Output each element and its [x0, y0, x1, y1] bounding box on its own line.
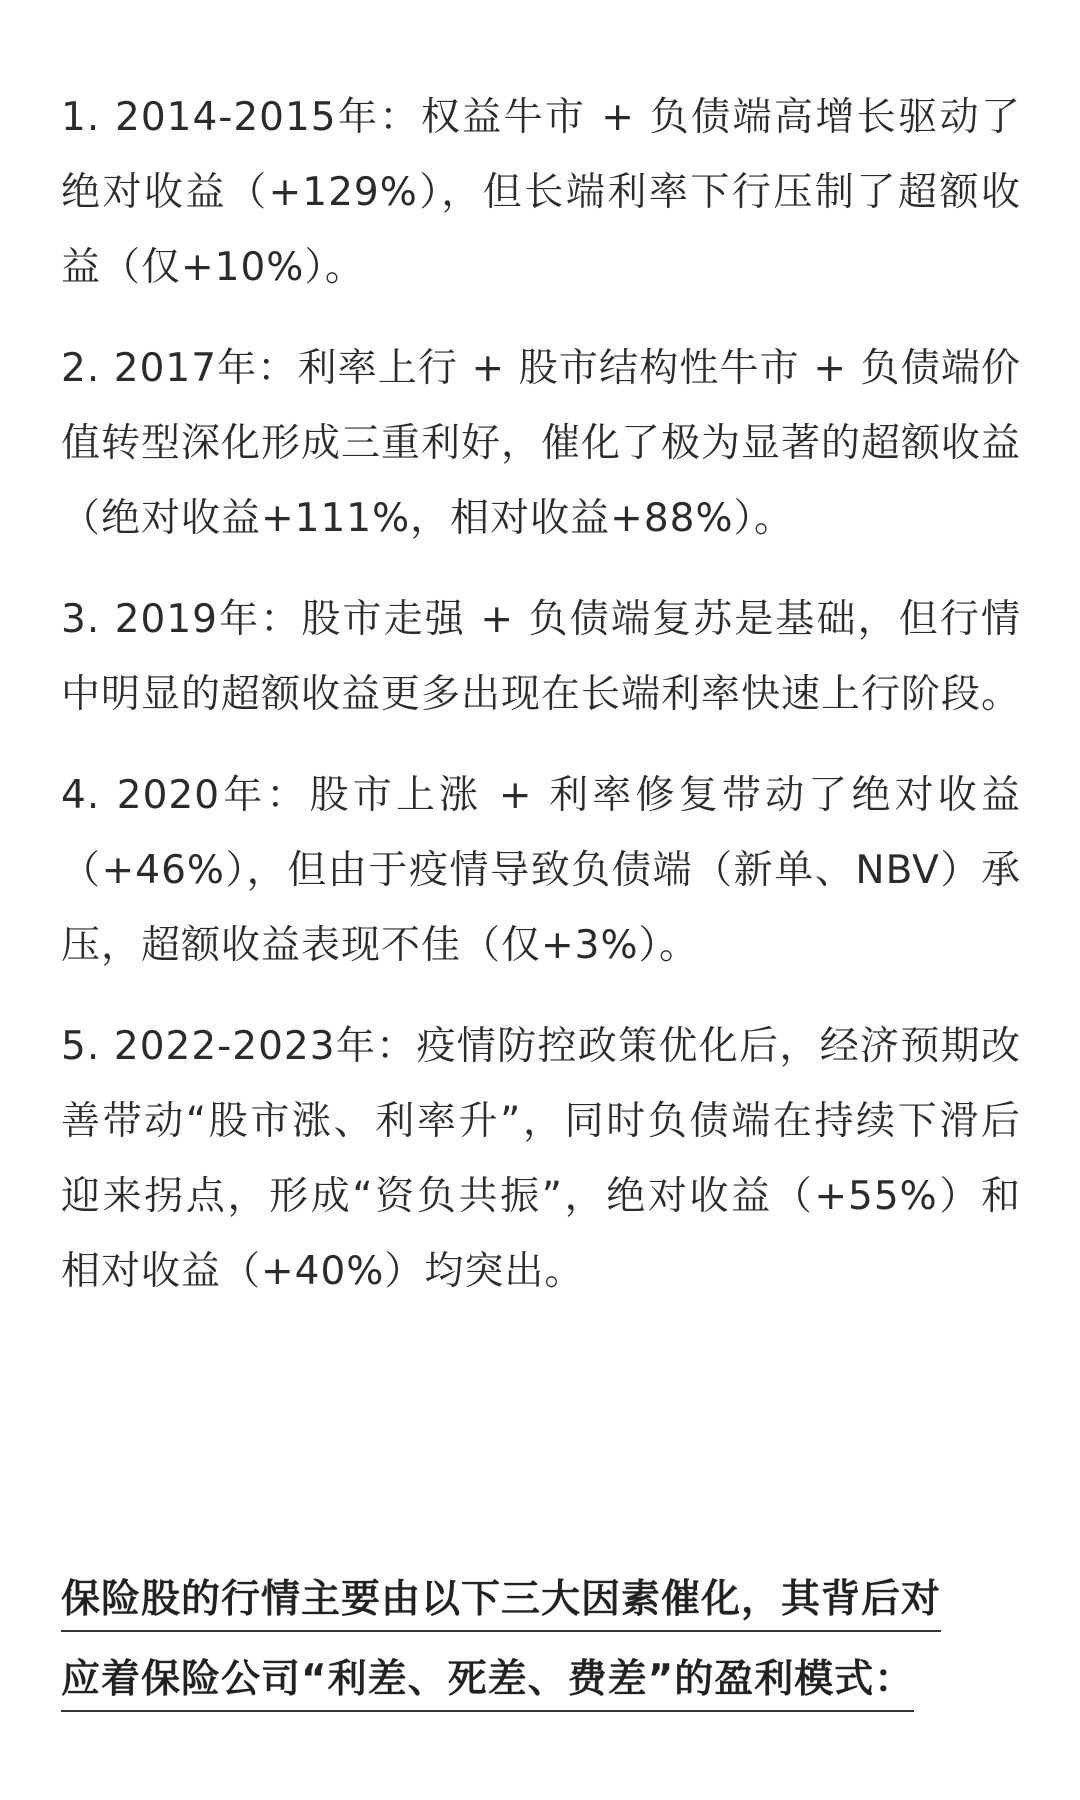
section-heading — [61, 1560, 1021, 1720]
section-heading-line-1-text: 保险股的行情主要由以下三大因素催化，其背后对 — [61, 1577, 941, 1632]
section-heading-line-2-text: 应着保险公司“利差、死差、费差”的盈利模式： — [61, 1657, 914, 1712]
paragraph-2014-2015: 1. 2014-2015年：权益牛市 + 负债端高增长驱动了绝对收益（+129%），但长端利率下行压制了超额收益（仅+10%）。 — [61, 95, 1021, 290]
paragraph-2022-2023: 5. 2022-2023年：疫情防控政策优化后，经济预期改善带动“股市涨、利率升”，同时负债端在持续下滑后迎来拐点，形成“资负共振”，绝对收益（+55%）和相对收益（+40%）均突出。 — [61, 1024, 1021, 1294]
section-heading-line-1 — [61, 1560, 1021, 1640]
paragraph-2017: 2. 2017年：利率上行 + 股市结构性牛市 + 负债端价值转型深化形成三重利好，催化了极为显著的超额收益（绝对收益+111%，相对收益+88%）。 — [61, 346, 1022, 541]
article-body — [61, 80, 1021, 1335]
paragraph-2019: 3. 2019年：股市走强 + 负债端复苏是基础，但行情中明显的超额收益更多出现在长端利率快速上行阶段。 — [61, 597, 1022, 717]
section-heading-line-2 — [61, 1640, 1021, 1720]
paragraph-2020: 4. 2020年：股市上涨 + 利率修复带动了绝对收益（+46%），但由于疫情导致负债端（新单、NBV）承压，超额收益表现不佳（仅+3%）。 — [61, 773, 1021, 968]
